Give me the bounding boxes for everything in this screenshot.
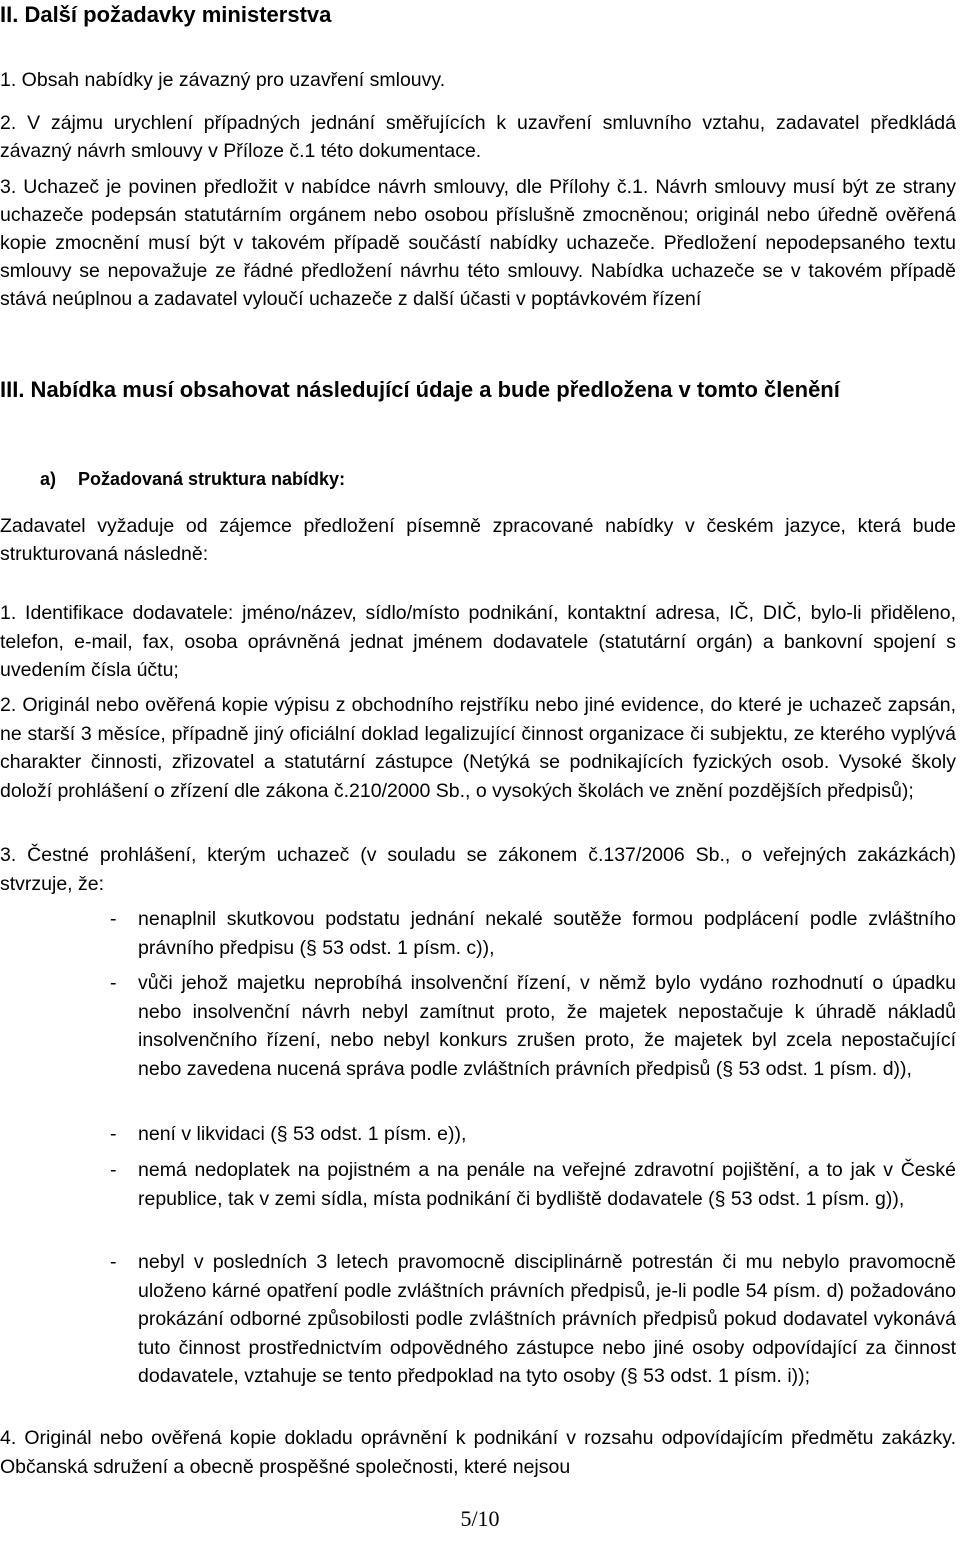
requirement-item-2: 2. Originál nebo ověřená kopie výpisu z obchodního rejstříku nebo jiné evidence, do které je uchazeč zapsán, ne starší 3 měsíce, případně jiný oficiální doklad legalizující činnost organizace či subjektu, ze kterého vyplývá charakter činnosti, zřizovatel a statutární zástupce (Netýká se podnikajících fyzických osob. Vysoké školy doloží prohlášení o zřízení dle zákona č.210/2000 Sb., o vysokých školách ve znění pozdějších předpisů);	[0, 694, 956, 802]
bullet-dash: -	[110, 1159, 117, 1181]
declaration-bullet	[110, 1248, 956, 1391]
section-2-item-3: 3. Uchazeč je povinen předložit v nabídce návrh smlouvy, dle Přílohy č.1. Návrh smlouvy musí být ze strany uchazeče podepsán statutárním orgánem nebo osobou příslušně zmocněnou; originál nebo úředně ověřená kopie zmocnění musí být v takovém případě součástí nabídky uchazeče. Předložení nepodepsaného textu smlouvy se nepovažuje ze řádné předložení návrhu této smlouvy. Nabídka uchazeče se v takovém případě stává neúplnou a zadavatel vyloučí uchazeče z další účasti v poptávkovém řízení	[0, 176, 956, 310]
bullet-dash: -	[110, 1251, 117, 1273]
declaration-bullet	[110, 1156, 956, 1213]
bullet-text: nemá nedoplatek na pojistném a na penále na veřejné zdravotní pojištění, a to jak v České republice, tak v zemi sídla, místa podnikání či bydliště dodavatele (§ 53 odst. 1 písm. g)),	[138, 1159, 956, 1210]
declaration-bullet	[110, 905, 956, 962]
section-3-title: III. Nabídka musí obsahovat následující údaje a bude předložena v tomto členění	[0, 377, 840, 402]
requirement-item-3: 3. Čestné prohlášení, kterým uchazeč (v souladu se zákonem č.137/2006 Sb., o veřejných zakázkách) stvrzuje, že:	[0, 844, 956, 895]
section-2-item-1: 1. Obsah nabídky je závazný pro uzavření smlouvy.	[0, 69, 446, 91]
bullet-text: nenaplnil skutkovou podstatu jednání nekalé soutěže formou podplácení podle zvláštního právního předpisu (§ 53 odst. 1 písm. c)),	[138, 908, 956, 959]
bullet-dash: -	[110, 972, 117, 994]
structure-intro: Zadavatel vyžaduje od zájemce předložení písemně zpracované nabídky v českém jazyce, která bude strukturovaná následně:	[0, 515, 956, 565]
bullet-text: není v likvidaci (§ 53 odst. 1 písm. e)),	[138, 1123, 467, 1145]
bullet-text: nebyl v posledních 3 letech pravomocně disciplinárně potrestán či mu nebylo pravomocně uloženo kárné opatření podle zvláštních právních předpisů, je-li podle 54 písm. d) požadováno prokázání odborné způsobilosti podle zvláštních právních předpisů pokud dodavatel vykonává tuto činnost prostřednictvím odpovědného zástupce nebo jiné osoby odpovídající za činnost dodavatele, vztahuje se tento předpoklad na tyto osoby (§ 53 odst. 1 písm. i));	[138, 1251, 956, 1387]
subheading-marker: a)	[40, 469, 57, 489]
structure-subheading	[40, 466, 345, 492]
bullet-dash: -	[110, 908, 117, 930]
requirement-item-1: 1. Identifikace dodavatele: jméno/název, sídlo/místo podnikání, kontaktní adresa, IČ, DIČ, bylo-li přiděleno, telefon, e-mail, fax, osoba oprávněná jednat jménem dodavatele (statutární orgán) a bankovní spojení s uvedením čísla účtu;	[0, 602, 956, 681]
subheading-text: Požadovaná struktura nabídky:	[78, 469, 346, 489]
bullet-text: vůči jehož majetku neprobíhá insolvenční řízení, v němž bylo vydáno rozhodnutí o úpadku nebo insolvenční návrh nebyl zamítnut proto, že majetek nepostačuje k úhradě nákladů insolvenčního řízení, nebo nebyl konkurs zrušen proto, že majetek byl zcela nepostačující nebo zavedena nucená správa podle zvláštních právních předpisů (§ 53 odst. 1 písm. d)),	[138, 972, 956, 1080]
requirement-item-4: 4. Originál nebo ověřená kopie dokladu oprávnění k podnikání v rozsahu odpovídajícím předmětu zakázky. Občanská sdružení a obecně prospěšné společnosti, které nejsou	[0, 1427, 956, 1478]
section-2-title: II. Další požadavky ministerstva	[0, 2, 332, 27]
bullet-dash: -	[110, 1123, 117, 1145]
declaration-bullet	[110, 969, 956, 1083]
section-2-item-2: 2. V zájmu urychlení případných jednání směřujících k uzavření smluvního vztahu, zadavatel předkládá závazný návrh smlouvy v Příloze č.1 této dokumentace.	[0, 112, 956, 162]
page-number: 5/10	[460, 1506, 500, 1531]
declaration-bullet	[110, 1120, 956, 1149]
